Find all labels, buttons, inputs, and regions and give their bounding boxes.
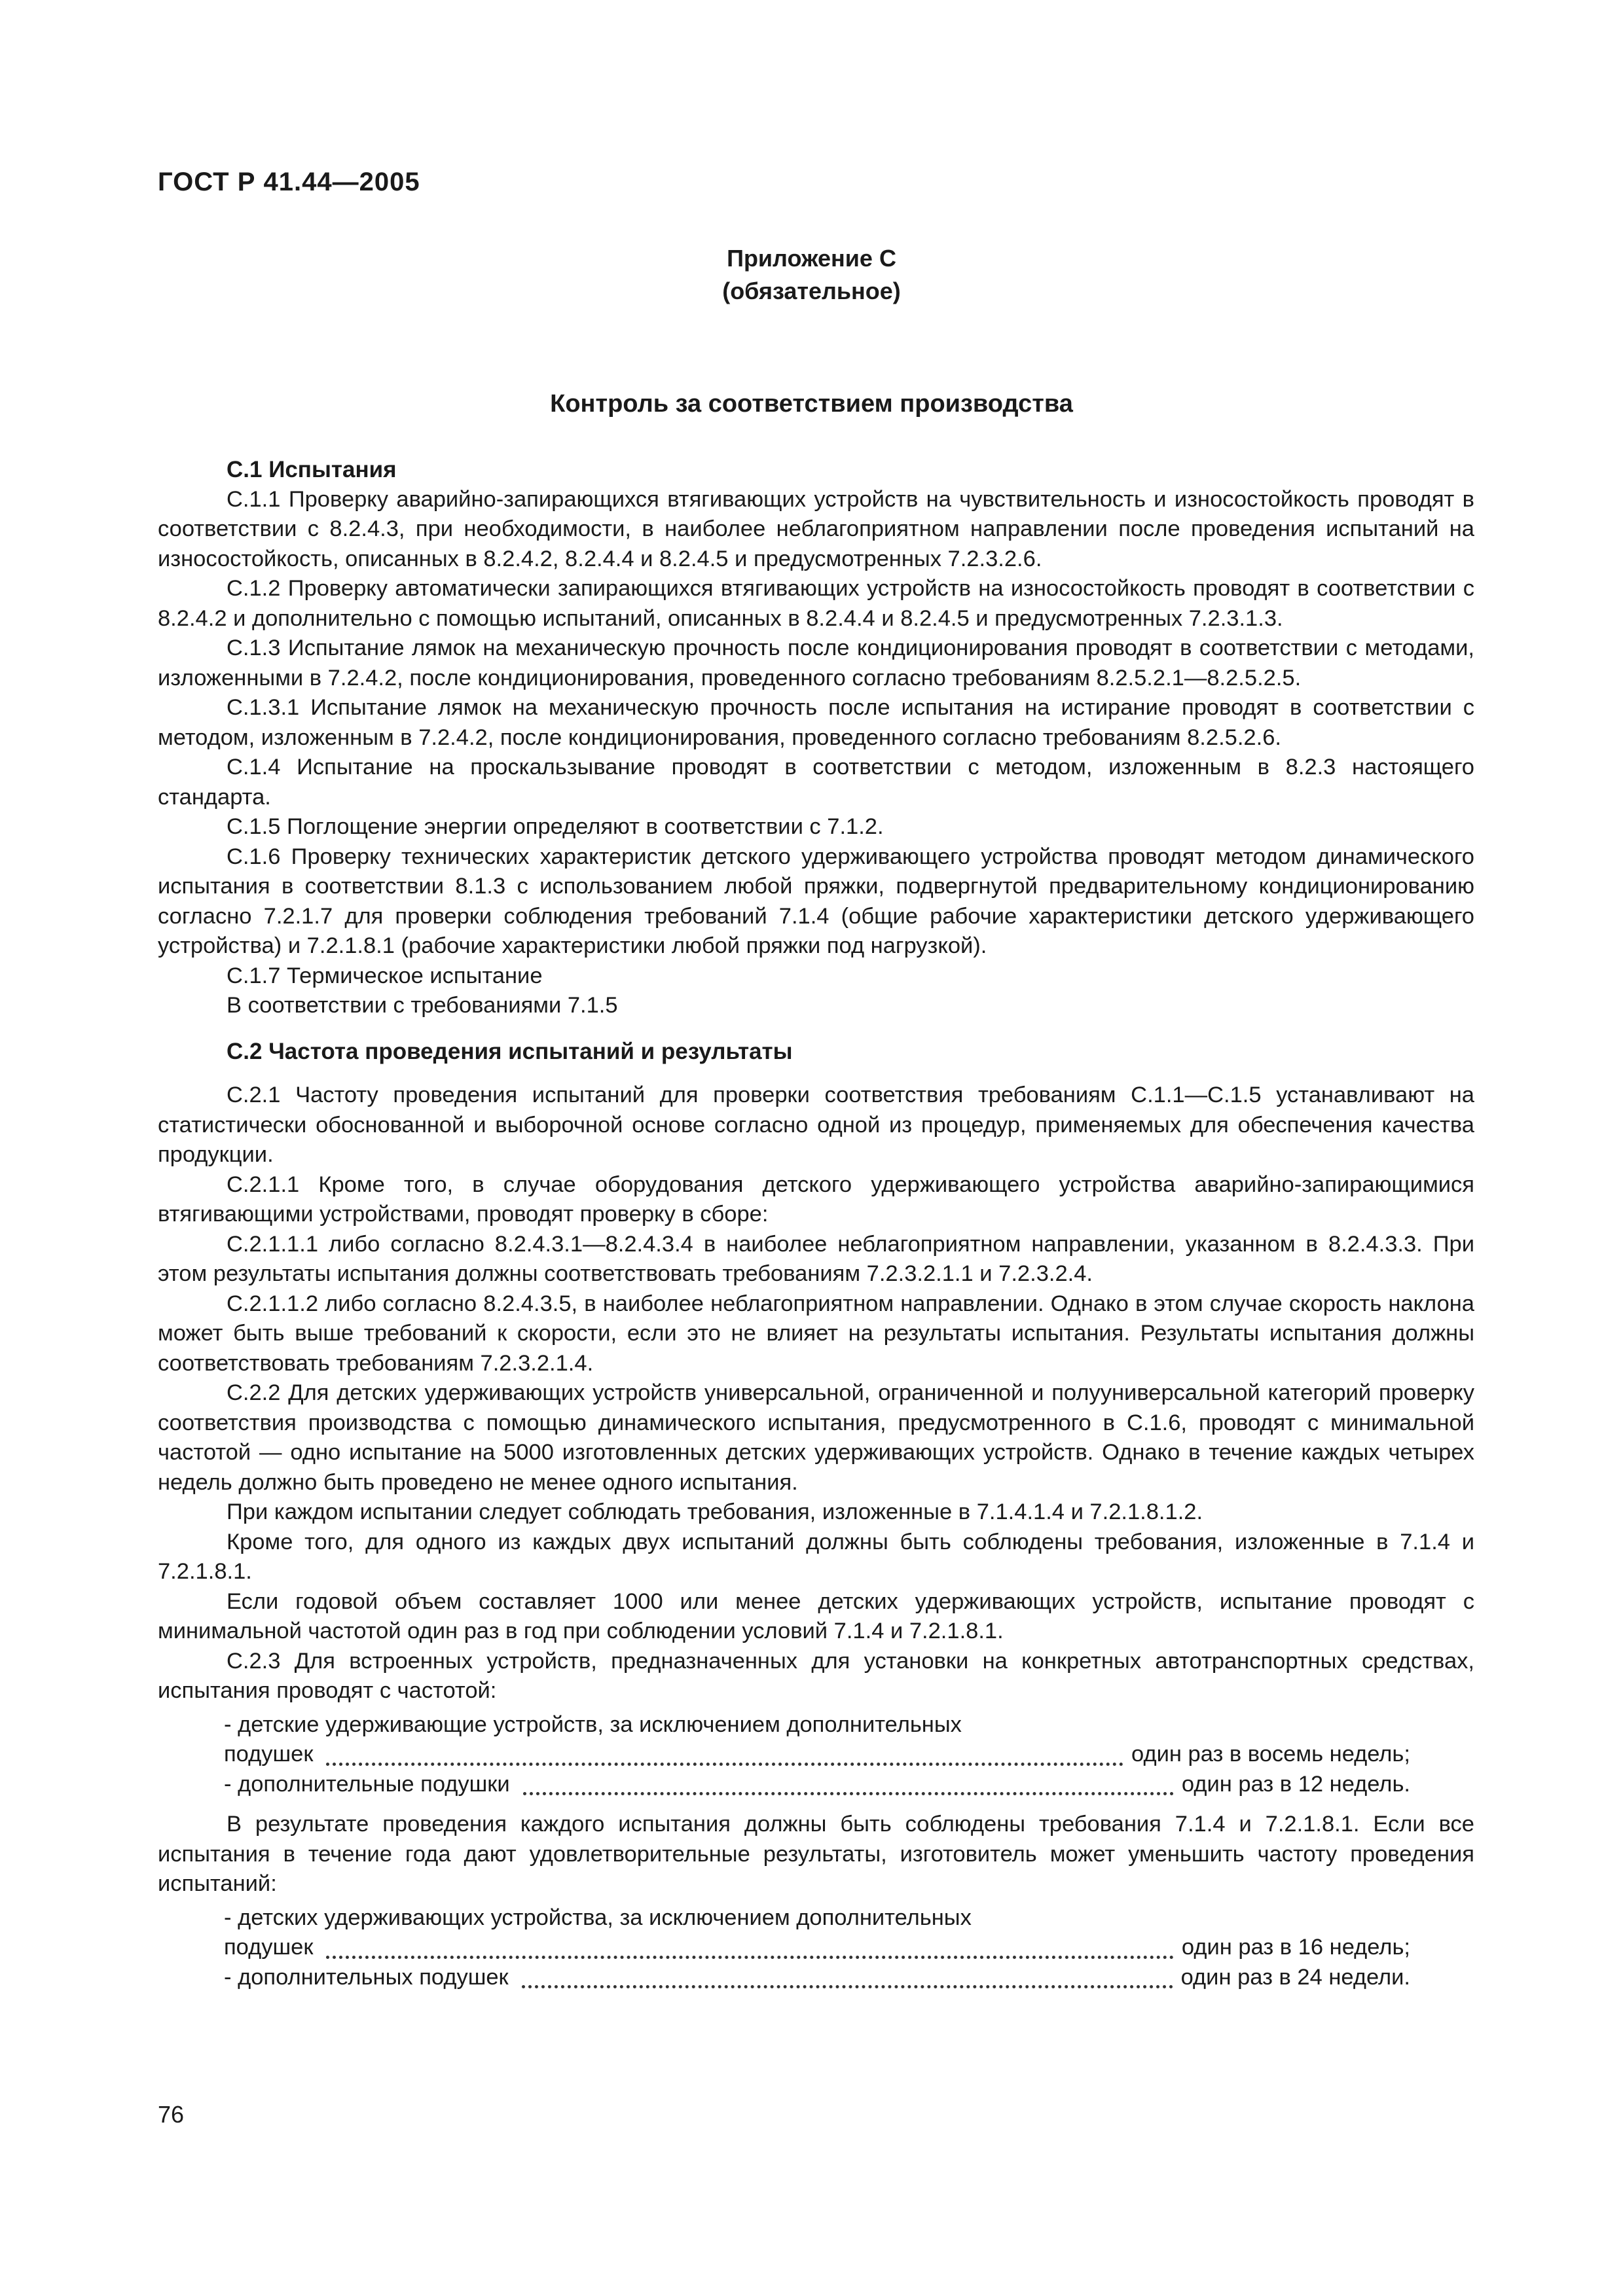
frequency-list-intro: - детские удерживающие устройств, за исключением дополнительных	[224, 1712, 962, 1737]
standard-code: ГОСТ Р 41.44—2005	[158, 168, 420, 196]
paragraph-c2-2-a: При каждом испытании следует соблюдать требования, изложенные в 7.1.4.1.4 и 7.2.1.8.1.2.	[227, 1499, 1203, 1524]
frequency-row	[224, 1963, 1410, 1993]
annex-status: (обязательное)	[722, 278, 901, 304]
paragraph-c2-3-b: В результате проведения каждого испытания должны быть соблюдены требования 7.1.4 и 7.2.1.8.1. Если все испытания в течение года дают удовлетворительные результаты, изготовитель может уменьшить частоту проведения испытаний:	[158, 1812, 1474, 1896]
paragraph-c1-3-1: С.1.3.1 Испытание лямок на механическую прочность после испытания на истирание проводят в соответствии с методом, изложенным в 7.2.4.2, после кондиционирования, проведенного согласно требованиям 8.2.5.2.6.	[158, 695, 1474, 750]
section-heading-c1: С.1 Испытания	[227, 457, 397, 482]
paragraph-c2-1-1: С.2.1.1 Кроме того, в случае оборудования детского удерживающего устройства аварийно-запирающимися втягивающими устройствами, проводят проверку в сборе:	[158, 1172, 1474, 1227]
dot-leader	[326, 1763, 1123, 1766]
paragraph-c1-5: С.1.5 Поглощение энергии определяют в соответствии с 7.1.2.	[227, 814, 884, 839]
frequency-row	[224, 1740, 1410, 1770]
paragraph-c1-3: С.1.3 Испытание лямок на механическую прочность после кондиционирования проводят в соответствии с методами, изложенными в 7.2.4.2, после кондиционирования, проведенного согласно требованиям 8.2.5.2.1—8.2.5.2.5.	[158, 636, 1474, 691]
dot-leader	[523, 1792, 1174, 1795]
frequency-label: подушек	[224, 1742, 314, 1767]
paragraph-c1-7-note: В соответствии с требованиями 7.1.5	[227, 993, 618, 1018]
paragraph-c2-3: С.2.3 Для встроенных устройств, предназначенных для установки на конкретных автотранспортных средствах, испытания проводят с частотой:	[158, 1648, 1474, 1703]
section-heading-c2: С.2 Частота проведения испытаний и результаты	[227, 1038, 793, 1064]
frequency-row	[224, 1933, 1410, 1963]
frequency-value: один раз в 12 недель.	[1181, 1771, 1410, 1797]
paragraph-c2-1-1-2: С.2.1.1.2 либо согласно 8.2.4.3.5, в наиболее неблагоприятном направлении. Однако в этом случае скорость наклона может быть выше требований к скорости, если это не влияет на результаты испытания. Результаты испытания должны соответствовать требованиям 7.2.3.2.1.4.	[158, 1291, 1474, 1376]
annex-title: Контроль за соответствием производства	[550, 390, 1073, 418]
paragraph-c1-4: С.1.4 Испытание на проскальзывание проводят в соответствии с методом, изложенным в 8.2.3 настоящего стандарта.	[158, 755, 1474, 810]
paragraph-c2-1-1-1: С.2.1.1.1 либо согласно 8.2.4.3.1—8.2.4.3.4 в наиболее неблагоприятном направлении, указанном в 8.2.4.3.3. При этом результаты испытания должны соответствовать требованиям 7.2.3.2.1.1 и 7.2.3.2.4.	[158, 1231, 1474, 1286]
paragraph-c1-7: С.1.7 Термическое испытание	[227, 963, 543, 988]
annex-header	[0, 242, 1623, 308]
frequency-list-intro: - детских удерживающих устройства, за исключением дополнительных	[224, 1905, 972, 1930]
frequency-list-1	[158, 1710, 1474, 1800]
frequency-label: подушек	[224, 1935, 314, 1960]
paragraph-c1-6: С.1.6 Проверку технических характеристик детского удерживающего устройства проводят методом динамического испытания в соответствии 8.1.3 с использованием любой пряжки, подвергнутой предварительному кондиционированию согласно 7.2.1.7 для проверки соблюдения требований 7.1.4 (общие рабочие характеристики детского удерживающего устройства) и 7.2.1.8.1 (рабочие характеристики любой пряжки под нагрузкой).	[158, 844, 1474, 958]
frequency-label: - дополнительных подушек	[224, 1964, 509, 1990]
paragraph-c2-2-b: Кроме того, для одного из каждых двух испытаний должны быть соблюдены требования, изложенные в 7.1.4 и 7.2.1.8.1.	[158, 1529, 1474, 1584]
page-number: 76	[158, 2101, 185, 2128]
paragraph-c1-2: С.1.2 Проверку автоматически запирающихся втягивающих устройств на износостойкость проводят в соответствии с 8.2.4.2 и дополнительно с помощью испытаний, описанных в 8.2.4.4 и 8.2.4.5 и предусмотренных 7.2.3.1.3.	[158, 576, 1474, 631]
paragraph-c2-2-c: Если годовой объем составляет 1000 или менее детских удерживающих устройств, испытание проводят с минимальной частотой один раз в год при соблюдении условий 7.1.4 и 7.2.1.8.1.	[158, 1588, 1474, 1643]
paragraph-c1-1: С.1.1 Проверку аварийно-запирающихся втягивающих устройств на чувствительность и износостойкость проводят в соответствии с 8.2.4.3, при необходимости, в наиболее неблагоприятном направлении после проведения испытаний на износостойкость, описанных в 8.2.4.2, 8.2.4.4 и 8.2.4.5 и предусмотренных 7.2.3.2.6.	[158, 486, 1474, 571]
paragraph-c2-1: С.2.1 Частоту проведения испытаний для проверки соответствия требованиям С.1.1—С.1.5 устанавливают на статистически обоснованной и выборочной основе согласно одной из процедур, применяемых для обеспечения качества продукции.	[158, 1083, 1474, 1167]
document-body	[158, 455, 1474, 2003]
dot-leader	[326, 1956, 1173, 1959]
frequency-label: - дополнительные подушки	[224, 1771, 510, 1797]
frequency-value: один раз в восемь недель;	[1131, 1742, 1410, 1767]
frequency-value: один раз в 16 недель;	[1181, 1935, 1410, 1960]
paragraph-c2-2: С.2.2 Для детских удерживающих устройств универсальной, ограниченной и полууниверсальной категорий проверку соответствия производства с помощью динамического испытания, предусмотренного в С.1.6, проводят с минимальной частотой — одно испытание на 5000 изготовленных детских удерживающих устройств. Однако в течение каждых четырех недель должно быть проведено не менее одного испытания.	[158, 1380, 1474, 1495]
frequency-value: один раз в 24 недели.	[1180, 1964, 1410, 1990]
annex-label: Приложение С	[727, 245, 896, 272]
frequency-list-2	[158, 1903, 1474, 1993]
frequency-row	[224, 1770, 1410, 1800]
dot-leader	[522, 1985, 1173, 1988]
